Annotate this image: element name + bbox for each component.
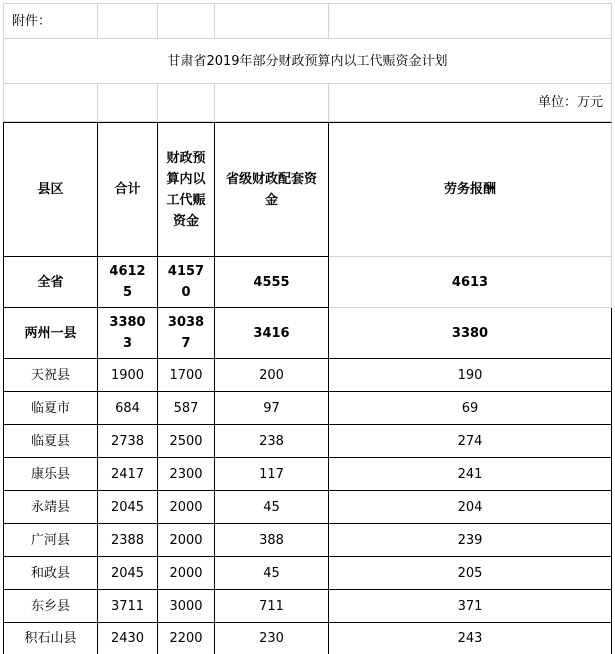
summary-total-cell[interactable]: [98, 257, 158, 308]
budget-cell[interactable]: [158, 524, 215, 557]
provincial-value: 45: [263, 499, 280, 515]
county-name: 广河县: [30, 532, 70, 548]
header-provincial[interactable]: [215, 122, 329, 257]
total-value: 684: [115, 400, 140, 416]
labor-value: 204: [457, 499, 483, 515]
county-name-cell[interactable]: [3, 491, 98, 524]
budget-cell[interactable]: [158, 491, 215, 524]
county-name: 和政县: [30, 565, 70, 581]
provincial-value: 45: [263, 565, 280, 581]
header-county-label: 县区: [37, 182, 64, 197]
budget-cell[interactable]: [158, 425, 215, 458]
county-name: 永靖县: [30, 499, 70, 515]
county-name-cell[interactable]: [3, 524, 98, 557]
total-value: 2045: [110, 565, 145, 581]
total-cell[interactable]: [98, 491, 158, 524]
county-name: 东乡县: [30, 598, 70, 614]
attachment-label-cell[interactable]: [3, 3, 98, 39]
provincial-cell[interactable]: [215, 491, 329, 524]
summary-total-cell[interactable]: [98, 308, 158, 359]
empty-cell[interactable]: [158, 84, 215, 122]
total-cell[interactable]: [98, 524, 158, 557]
budget-value: 2000: [169, 532, 203, 548]
county-name-cell[interactable]: [3, 590, 98, 623]
labor-value: 239: [457, 532, 483, 548]
labor-value: 243: [457, 631, 483, 646]
header-budget[interactable]: [158, 122, 215, 257]
total-value: 3711: [110, 598, 145, 614]
total-value: 2388: [110, 532, 145, 548]
document-title: 甘肃省2019年部分财政预算内以工代赈资金计划: [167, 53, 448, 69]
title-cell[interactable]: [3, 39, 612, 84]
row-name: 两州一县: [24, 325, 77, 341]
budget-cell[interactable]: [158, 623, 215, 654]
budget-cell[interactable]: [158, 359, 215, 392]
labor-cell[interactable]: [329, 524, 612, 557]
provincial-cell[interactable]: [215, 359, 329, 392]
county-name-cell[interactable]: [3, 623, 98, 654]
county-name-cell[interactable]: [3, 359, 98, 392]
county-name: 临夏市: [30, 400, 70, 416]
labor-value: 69: [461, 400, 479, 416]
empty-cell[interactable]: [215, 3, 329, 39]
labor-value: 241: [457, 466, 483, 482]
provincial-cell[interactable]: [215, 623, 329, 654]
summary-name-cell[interactable]: [3, 257, 98, 308]
labor-value: 190: [457, 367, 483, 383]
budget-value: 2000: [169, 499, 203, 515]
labor-cell[interactable]: [329, 458, 612, 491]
total-value: 46125: [109, 264, 146, 300]
provincial-cell[interactable]: [215, 425, 329, 458]
provincial-value: 97: [263, 400, 280, 416]
empty-cell[interactable]: [215, 84, 329, 122]
header-county[interactable]: [3, 122, 98, 257]
total-cell[interactable]: [98, 458, 158, 491]
provincial-cell[interactable]: [215, 590, 329, 623]
total-cell[interactable]: [98, 623, 158, 654]
labor-cell[interactable]: [329, 557, 612, 590]
header-total-label: 合计: [114, 182, 141, 197]
provincial-value: 238: [259, 433, 284, 449]
labor-cell[interactable]: [329, 623, 612, 654]
budget-value: 587: [173, 400, 199, 416]
labor-cell[interactable]: [329, 425, 612, 458]
county-name-cell[interactable]: [3, 458, 98, 491]
provincial-value: 3416: [253, 325, 290, 341]
county-name: 积石山县: [24, 631, 77, 646]
empty-cell[interactable]: [3, 84, 98, 122]
provincial-cell[interactable]: [215, 557, 329, 590]
budget-cell[interactable]: [158, 590, 215, 623]
county-name-cell[interactable]: [3, 557, 98, 590]
summary-provincial-cell[interactable]: [215, 308, 329, 359]
county-name-cell[interactable]: [3, 392, 98, 425]
county-name: 临夏县: [30, 433, 70, 449]
provincial-cell[interactable]: [215, 524, 329, 557]
summary-budget-cell[interactable]: [158, 257, 215, 308]
provincial-value: 388: [259, 532, 284, 548]
budget-value: 2200: [169, 631, 203, 646]
spreadsheet: [3, 3, 612, 654]
row-name: 全省: [37, 274, 64, 290]
unit-label: 单位：万元: [537, 95, 603, 110]
provincial-cell[interactable]: [215, 392, 329, 425]
budget-value: 3000: [169, 598, 203, 614]
labor-cell[interactable]: [329, 590, 612, 623]
total-cell[interactable]: [98, 359, 158, 392]
provincial-cell[interactable]: [215, 458, 329, 491]
total-cell[interactable]: [98, 392, 158, 425]
labor-value: 205: [457, 565, 483, 581]
total-cell[interactable]: [98, 425, 158, 458]
budget-value: 41570: [167, 264, 205, 300]
summary-labor-cell[interactable]: [329, 257, 612, 308]
provincial-value: 4555: [253, 274, 290, 290]
budget-value: 2500: [169, 433, 203, 449]
total-cell[interactable]: [98, 590, 158, 623]
budget-value: 30387: [167, 315, 205, 351]
total-value: 2738: [110, 433, 145, 449]
total-value: 2430: [110, 631, 145, 646]
summary-labor-cell[interactable]: [329, 308, 612, 359]
provincial-value: 200: [259, 367, 284, 383]
summary-provincial-cell[interactable]: [215, 257, 329, 308]
total-value: 2417: [110, 466, 145, 482]
header-labor-label: 劳务报酬: [443, 182, 496, 197]
labor-value: 3380: [451, 325, 489, 341]
empty-cell[interactable]: [98, 3, 158, 39]
unit-cell[interactable]: [329, 84, 612, 122]
header-budget-label: 财政预算内以工代赈资金: [166, 150, 206, 229]
empty-cell[interactable]: [158, 3, 215, 39]
county-name: 康乐县: [30, 466, 70, 482]
budget-value: 2000: [169, 565, 203, 581]
county-name: 天祝县: [30, 367, 70, 383]
budget-cell[interactable]: [158, 458, 215, 491]
total-value: 33803: [109, 315, 146, 351]
budget-cell[interactable]: [158, 392, 215, 425]
budget-value: 2300: [169, 466, 203, 482]
provincial-value: 117: [259, 466, 284, 482]
provincial-value: 230: [259, 631, 284, 646]
empty-cell[interactable]: [98, 84, 158, 122]
budget-cell[interactable]: [158, 557, 215, 590]
header-total[interactable]: [98, 122, 158, 257]
provincial-value: 711: [259, 598, 284, 614]
labor-value: 274: [457, 433, 483, 449]
total-value: 1900: [110, 367, 145, 383]
header-labor[interactable]: [329, 122, 612, 257]
labor-value: 4613: [451, 274, 489, 290]
total-value: 2045: [110, 499, 145, 515]
budget-value: 1700: [169, 367, 203, 383]
empty-cell[interactable]: [329, 3, 612, 39]
county-name-cell[interactable]: [3, 425, 98, 458]
header-provincial-label: 省级财政配套资金: [225, 171, 317, 208]
labor-cell[interactable]: [329, 359, 612, 392]
labor-value: 371: [457, 598, 483, 614]
labor-cell[interactable]: [329, 491, 612, 524]
total-cell[interactable]: [98, 557, 158, 590]
summary-budget-cell[interactable]: [158, 308, 215, 359]
summary-name-cell[interactable]: [3, 308, 98, 359]
attachment-label: 附件：: [12, 13, 52, 29]
labor-cell[interactable]: [329, 392, 612, 425]
